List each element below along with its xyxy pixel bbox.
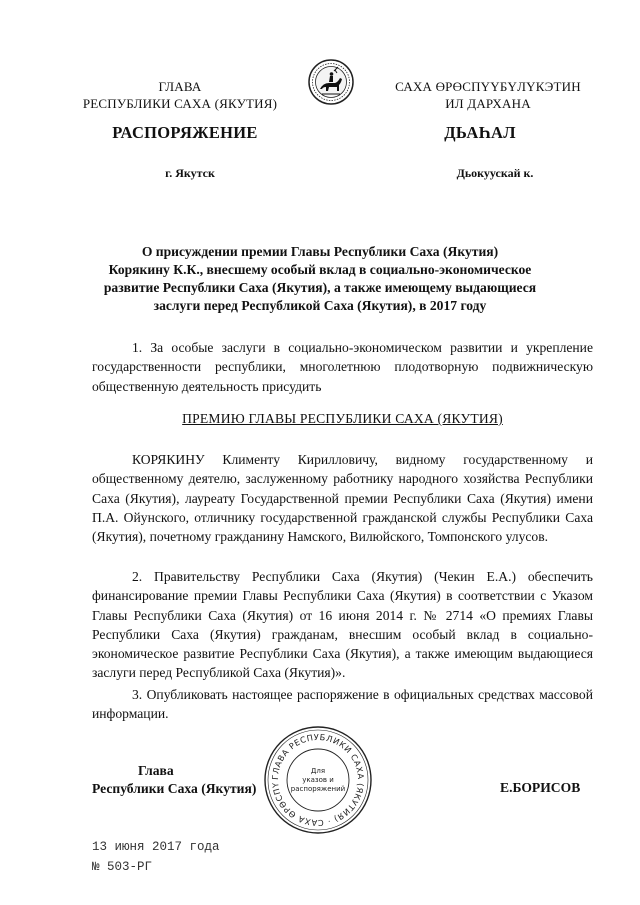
signature-line2: Республики Саха (Якутия) bbox=[92, 781, 257, 796]
award-heading: ПРЕМИЮ ГЛАВЫ РЕСПУБЛИКИ САХА (ЯКУТИЯ) bbox=[182, 411, 503, 426]
stamp-center-line3: распоряжений bbox=[290, 785, 346, 793]
paragraph-1: 1. За особые заслуги в социально-экономическом развитии и укрепление государственности республики, многолетнюю плодотворную подвижническую общественную деятельность присудить bbox=[92, 340, 593, 394]
title-line3: развитие Республики Саха (Якутия), а также имеющему выдающиеся bbox=[103, 280, 537, 295]
stamp-center-line1: Для bbox=[310, 767, 326, 775]
header-left bbox=[70, 78, 290, 112]
paragraph-2: 2. Правительству Республики Саха (Якутия) (Чекин Е.А.) обеспечить финансирование премии Главы Республики Саха (Якутия) в соответствии с Указом Главы Республики Саха (Якутия) от 16 июня 2014 г. № 2714 «О премиях Главы Республики Саха (Якутия) гражданам, внесшим особый вклад в социально-экономическое развитие Республики Саха (Якутия), а также имеющим выдающиеся заслуги перед Республикой Саха (Якутия)». bbox=[92, 569, 593, 681]
document-title bbox=[92, 243, 548, 315]
title-line2: Корякину К.К., внесшему особый вклад в социально-экономическое bbox=[108, 262, 532, 277]
paragraph-3: 3. Опубликовать настоящее распоряжение в официальных средствах массовой информации. bbox=[92, 687, 593, 722]
header-right-line2: ИЛ ДАРХАНА bbox=[445, 96, 531, 111]
header-left-line1: ГЛАВА bbox=[158, 79, 202, 94]
header-right bbox=[388, 78, 588, 112]
city-ru: г. Якутск bbox=[165, 166, 215, 180]
header-right-line1: САХА ӨРӨСПҮҮБҮЛҮКЭТИН bbox=[395, 79, 581, 94]
stamp-center-line2: указов и bbox=[302, 776, 334, 784]
coat-of-arms-emblem bbox=[308, 58, 354, 106]
paragraph-laureate: КОРЯКИНУ Клименту Кирилловичу, видному государственному и общественному деятелю, заслуженному работнику народного хозяйства Республики Саха (Якутия), лауреату Государственной премии Республики Саха (Якутия) имени П.А. Ойунского, отличнику государственной гражданской службы Республики Саха (Якутия), почетному гражданину Намского, Вилюйского, Томпонского улусов. bbox=[92, 452, 593, 545]
signer-name: Е.БОРИСОВ bbox=[500, 780, 581, 795]
city-sakha: Дьокуускай к. bbox=[456, 166, 534, 180]
doc-type-ru: РАСПОРЯЖЕНИЕ bbox=[112, 123, 258, 142]
title-line4: заслуги перед Республикой Саха (Якутия), в 2017 году bbox=[153, 298, 487, 313]
header-left-line2: РЕСПУБЛИКИ САХА (ЯКУТИЯ) bbox=[82, 96, 278, 111]
footer-number: № 503-РГ bbox=[92, 860, 153, 874]
doc-type-sakha: ДЬАҺАЛ bbox=[444, 123, 516, 142]
title-line1: О присуждении премии Главы Республики Саха (Якутия) bbox=[141, 244, 499, 259]
stamp-ring-text: ГЛАВА РЕСПУБЛИКИ САХА (ЯКУТИЯ) · САХА ӨРӨСПҮ bbox=[269, 731, 367, 829]
signature-line1: Глава bbox=[138, 763, 174, 778]
footer-date: 13 июня 2017 года bbox=[92, 840, 220, 854]
official-stamp bbox=[262, 724, 374, 836]
